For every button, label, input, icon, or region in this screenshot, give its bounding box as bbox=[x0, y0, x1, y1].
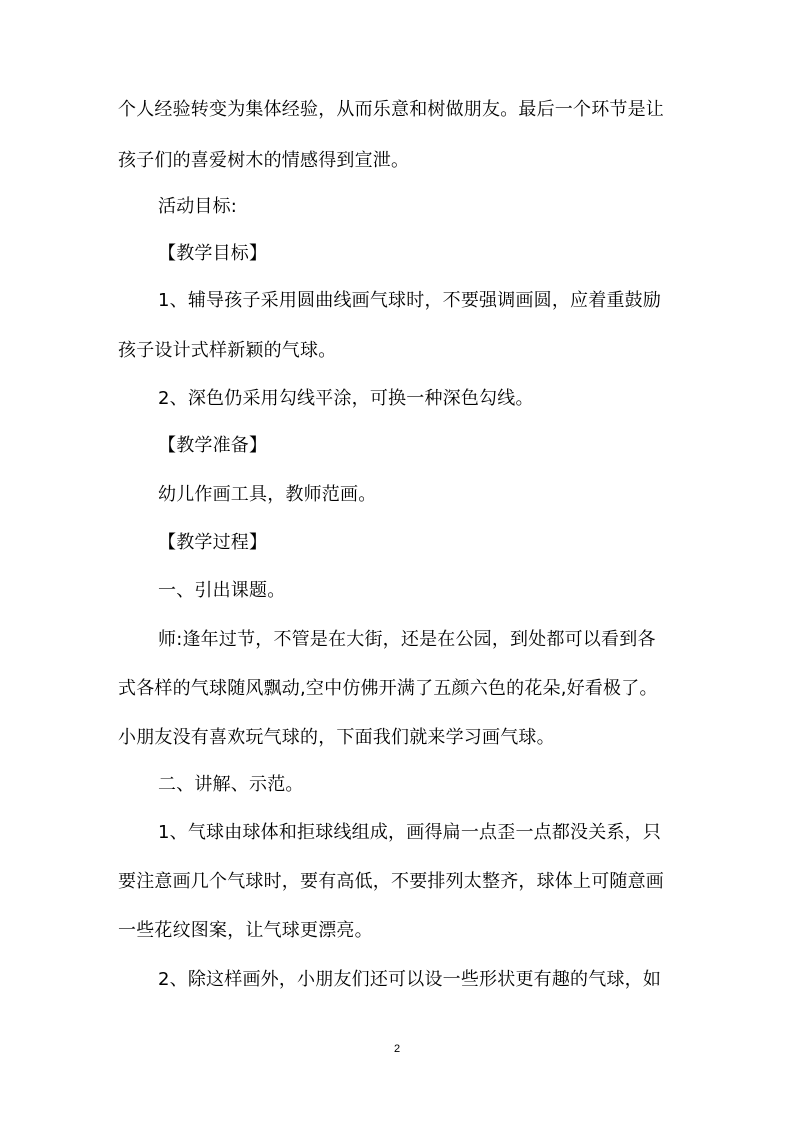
text-line: 2、深色仍采用勾线平涂，可换一种深色勾线。 bbox=[158, 388, 534, 409]
text-line: 师:逢年过节，不管是在大街，还是在公园，到处都可以看到各 bbox=[158, 629, 656, 650]
text-line: 幼儿作画工具，教师范画。 bbox=[158, 484, 377, 505]
text-line: 孩子们的喜爱树木的情感得到宣泄。 bbox=[118, 150, 410, 171]
text-line: 一些花纹图案，让气球更漂亮。 bbox=[118, 920, 373, 941]
text-line: 小朋友没有喜欢玩气球的，下面我们就来学习画气球。 bbox=[118, 727, 555, 748]
text-line: 要注意画几个气球时，要有高低，不要排列太整齐，球体上可随意画 bbox=[118, 871, 664, 892]
page-number: 2 bbox=[393, 1043, 401, 1055]
text-line: 孩子设计式样新颖的气球。 bbox=[118, 340, 337, 361]
subheading: 二、讲解、示范。 bbox=[158, 774, 304, 795]
text-line: 个人经验转变为集体经验，从而乐意和树做朋友。最后一个环节是让 bbox=[118, 99, 664, 120]
section-heading: 【教学准备】 bbox=[158, 435, 268, 456]
section-heading: 活动目标: bbox=[158, 196, 238, 217]
text-line: 1、气球由球体和拒球线组成，画得扁一点歪一点都没关系，只 bbox=[158, 822, 662, 843]
section-heading: 【教学目标】 bbox=[158, 243, 268, 264]
text-line: 式各样的气球随风飘动,空中仿佛开满了五颜六色的花朵,好看极了。 bbox=[118, 678, 658, 699]
section-heading: 【教学过程】 bbox=[158, 532, 268, 553]
text-line: 2、除这样画外，小朋友们还可以设一些形状更有趣的气球，如 bbox=[158, 969, 662, 990]
subheading: 一、引出课题。 bbox=[158, 580, 286, 601]
text-line: 1、辅导孩子采用圆曲线画气球时，不要强调画圆，应着重鼓励 bbox=[158, 290, 662, 311]
